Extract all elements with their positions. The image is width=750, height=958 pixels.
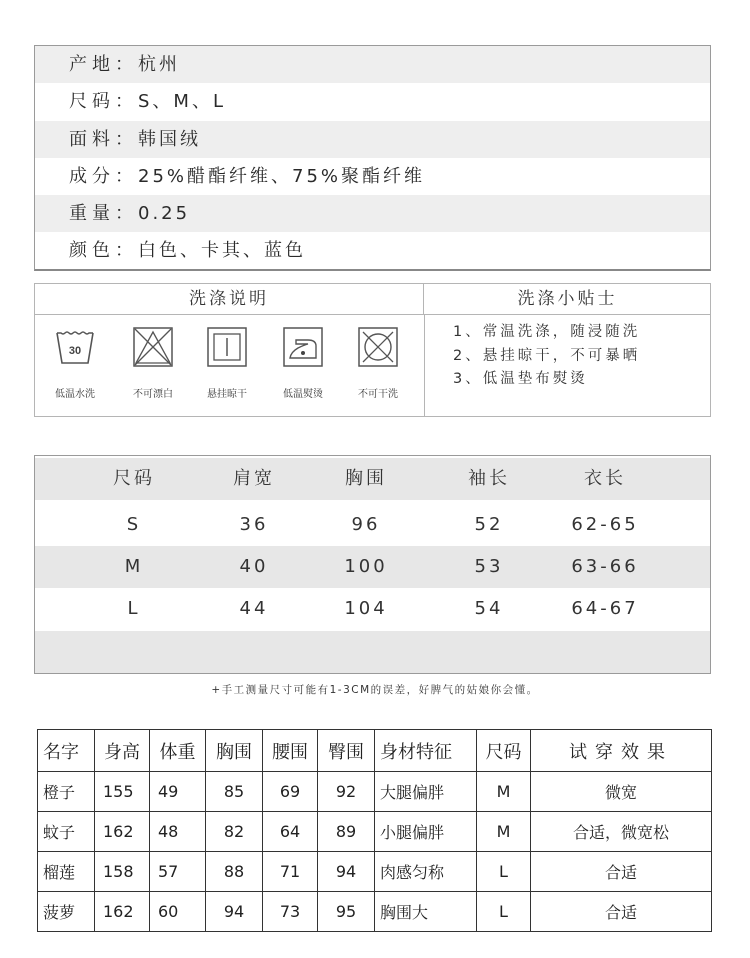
size-cell: S [126, 514, 142, 535]
spec-colors: 颜色：白色、卡其、蓝色 [69, 240, 306, 262]
tryon-header-row [38, 730, 712, 772]
size-row [35, 546, 710, 588]
tryon-cell: 82 [206, 812, 263, 852]
tryon-cell: 合适 [531, 852, 712, 892]
size-cell: 36 [239, 514, 269, 535]
tryon-cell: 92 [318, 772, 375, 812]
size-cell: 104 [344, 598, 388, 619]
size-header-cell: 袖长 [468, 468, 510, 489]
tryon-row [38, 852, 712, 892]
tryon-cell: 合适，微宽松 [531, 812, 712, 852]
tryon-cell: 48 [150, 812, 206, 852]
tryon-header-cell: 尺码 [477, 730, 531, 772]
tryon-cell: 162 [95, 892, 150, 932]
spec-weight: 重量：0.25 [35, 195, 710, 232]
divider [424, 315, 425, 417]
size-header-cell: 肩宽 [233, 468, 275, 489]
tryon-cell: 94 [318, 852, 375, 892]
tryon-header-cell: 臀围 [318, 730, 375, 772]
tryon-cell: 64 [263, 812, 318, 852]
spec-sizes: 尺码：S、M、L [69, 91, 226, 113]
tryon-cell: 73 [263, 892, 318, 932]
size-cell: 52 [474, 514, 504, 535]
size-chart [34, 455, 711, 674]
no-bleach-label: 不可漂白 [133, 389, 173, 400]
tryon-cell: 57 [150, 852, 206, 892]
tryon-cell: M [477, 812, 531, 852]
tryon-cell: 69 [263, 772, 318, 812]
washing-panel [34, 283, 711, 417]
tryon-cell: 95 [318, 892, 375, 932]
tryon-header-cell: 胸围 [206, 730, 263, 772]
product-specs [34, 45, 711, 271]
wash-30-icon [54, 326, 96, 368]
tryon-cell: 橙子 [38, 772, 95, 812]
tryon-header-cell: 体重 [150, 730, 206, 772]
tip-item: 1、常温洗涤，随浸随洗 [453, 324, 641, 340]
size-header-row [35, 458, 710, 500]
no-bleach-icon [132, 326, 174, 368]
size-header-cell: 胸围 [345, 468, 387, 489]
size-cell: 63-66 [571, 556, 639, 577]
tryon-cell: L [477, 892, 531, 932]
size-header-cell: 衣长 [584, 468, 626, 489]
washing-tips-title: 洗涤小贴士 [424, 284, 711, 315]
tryon-table [37, 729, 712, 932]
size-cell: 100 [344, 556, 388, 577]
no-dry-clean-icon [357, 326, 399, 368]
hang-dry-icon [206, 326, 248, 368]
tryon-header-cell: 身高 [95, 730, 150, 772]
size-cell: L [127, 598, 141, 619]
tryon-cell: 胸围大 [375, 892, 477, 932]
tryon-row [38, 812, 712, 852]
size-cell: 44 [239, 598, 269, 619]
size-cell: 96 [351, 514, 381, 535]
size-cell: 54 [474, 598, 504, 619]
tryon-cell: 158 [95, 852, 150, 892]
tryon-row [38, 892, 712, 932]
tryon-cell: L [477, 852, 531, 892]
tryon-cell: 蚊子 [38, 812, 95, 852]
tryon-header-cell: 试穿效果 [531, 730, 712, 772]
size-cell: M [124, 556, 144, 577]
tryon-cell: 榴莲 [38, 852, 95, 892]
tryon-cell: 菠萝 [38, 892, 95, 932]
tryon-cell: 肉感匀称 [375, 852, 477, 892]
tryon-cell: 85 [206, 772, 263, 812]
size-cell: 64-67 [571, 598, 639, 619]
size-row [35, 588, 710, 630]
wash-label: 低温水洗 [55, 389, 95, 400]
tryon-cell: 155 [95, 772, 150, 812]
spec-origin: 产地：杭州 [35, 46, 710, 83]
spec-fabric: 面料：韩国绒 [35, 121, 710, 158]
tip-item: 2、悬挂晾干，不可暴晒 [453, 347, 641, 364]
low-iron-label: 低温熨烫 [283, 389, 323, 400]
tryon-cell: 60 [150, 892, 206, 932]
tryon-cell: M [477, 772, 531, 812]
tryon-cell: 71 [263, 852, 318, 892]
size-row [35, 504, 710, 546]
tryon-cell: 微宽 [531, 772, 712, 812]
tryon-row [38, 772, 712, 812]
washing-tips [453, 321, 640, 392]
tryon-header-cell: 名字 [38, 730, 95, 772]
tryon-cell: 94 [206, 892, 263, 932]
tryon-header-cell: 腰围 [263, 730, 318, 772]
washing-title: 洗涤说明 [35, 284, 424, 315]
no-dry-clean-label: 不可干洗 [358, 389, 398, 400]
size-cell: 40 [239, 556, 269, 577]
tip-item: 3、低温垫布熨烫 [453, 371, 588, 387]
tryon-cell: 162 [95, 812, 150, 852]
tryon-cell: 小腿偏胖 [375, 812, 477, 852]
measurement-note: +手工测量尺寸可能有1-3CM的误差，好脾气的姑娘你会懂。 [211, 684, 539, 696]
tryon-cell: 89 [318, 812, 375, 852]
size-cell: 62-65 [571, 514, 639, 535]
tryon-cell: 大腿偏胖 [375, 772, 477, 812]
tryon-cell: 88 [206, 852, 263, 892]
hang-dry-label: 悬挂晾干 [207, 389, 247, 400]
spec-composition: 成分：25%醋酯纤维、75%聚酯纤维 [69, 165, 426, 187]
wash-temp-label: 30 [68, 345, 82, 357]
tryon-cell: 合适 [531, 892, 712, 932]
size-header-cell: 尺码 [113, 468, 155, 489]
low-iron-icon [282, 326, 324, 368]
tryon-cell: 49 [150, 772, 206, 812]
size-empty-row [35, 631, 710, 673]
tryon-header-cell: 身材特征 [375, 730, 477, 772]
size-cell: 53 [474, 556, 504, 577]
